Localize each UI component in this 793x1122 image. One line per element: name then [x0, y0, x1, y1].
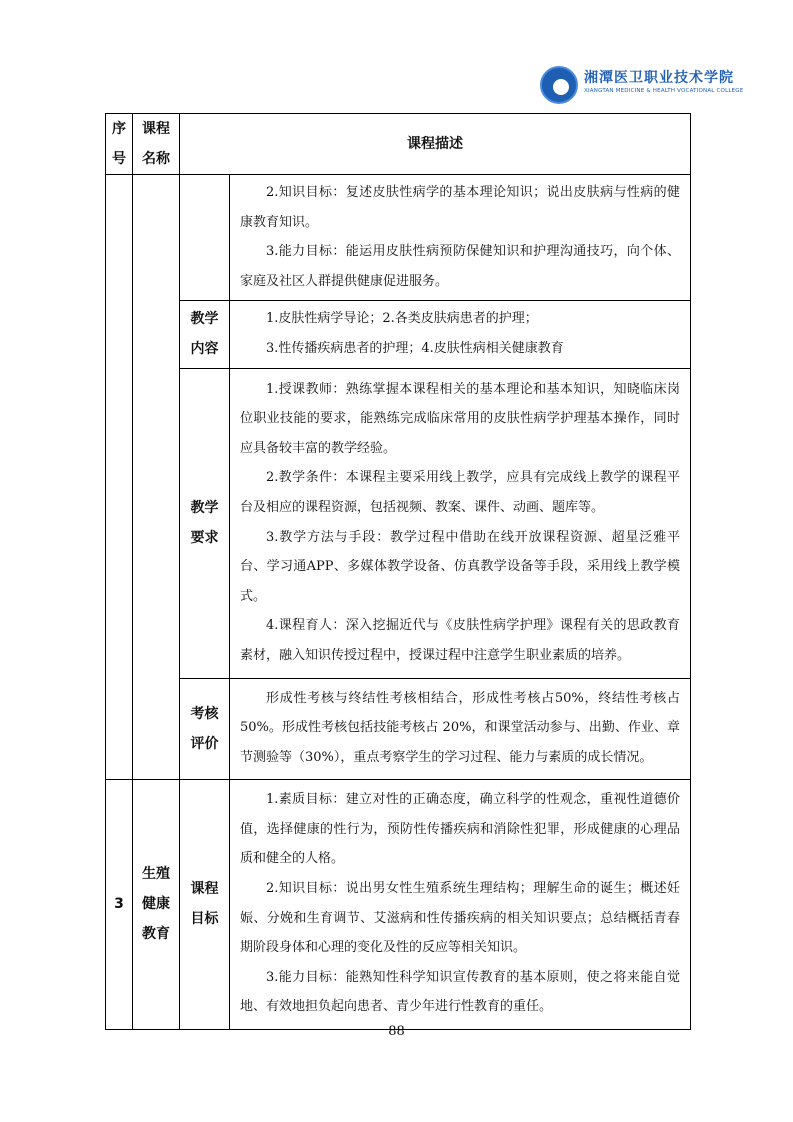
row-goal-continued: [106, 175, 691, 301]
label-course-goal: 课程 目标: [180, 779, 230, 1029]
college-seal-icon: [540, 66, 578, 104]
header-row: [106, 114, 691, 175]
cell-name-continued: [133, 175, 180, 780]
cell-no-continued: [106, 175, 133, 780]
goal-description-continued: 2.知识目标：复述皮肤性病学的基本理论知识；说出皮肤病与性病的健康教育知识。 3.能力目标：能运用皮肤性病预防保健知识和护理沟通技巧，向个体、家庭及社区人群提供健康促进服务。: [230, 175, 691, 301]
course-table: [105, 113, 691, 1030]
header-no: 序 号: [106, 114, 133, 175]
college-logo: [540, 64, 744, 108]
course-3-name: 生殖 健康 教育: [133, 779, 180, 1029]
row-requirements: [106, 368, 691, 678]
requirements-description: 1.授课教师：熟练掌握本课程相关的基本理论和基本知识，知晓临床岗位职业技能的要求，能熟练完成临床常用的皮肤性病学护理基本操作，同时应具备较丰富的教学经验。 2.教学条件：本课程主要采用线上教学，应具有完成线上教学的课程平台及相应的课程资源，包括视频、教案、课件、动画、题库等。 3.教学方法与手段：教学过程中借助在线开放课程资源、超星泛雅平台、学习通APP、多媒体教学设备、仿真教学设备等手段，采用线上教学模式。 4.课程育人：深入挖掘近代与《皮肤性病学护理》课程有关的思政教育素材，融入知识传授过程中，授课过程中注意学生职业素质的培养。: [230, 368, 691, 678]
college-name-en: XIANGTAN MEDICINE & HEALTH VOCATIONAL COLLEGE: [584, 88, 744, 94]
header-desc: 课程描述: [180, 114, 691, 175]
cell-goal-label-continued: [180, 175, 230, 301]
label-requirements: 教学 要求: [180, 368, 230, 678]
row-course-3: [106, 779, 691, 1029]
assessment-description: 形成性考核与终结性考核相结合，形成性考核占50%，终结性考核占50%。形成性考核包括技能考核占 20%，和课堂活动参与、出勤、作业、章节测验等（30%），重点考察学生的学习过程、能力与素质的成长情况。: [230, 678, 691, 779]
course-3-goal-description: 1.素质目标：建立对性的正确态度，确立科学的性观念，重视性道德价值，选择健康的性行为，预防性传播疾病和消除性犯罪，形成健康的心理品质和健全的人格。 2.知识目标：说出男女性生殖系统生理结构；理解生命的诞生；概述妊娠、分娩和生育调节、艾滋病和性传播疾病的相关知识要点；总结概括青春期阶段身体和心理的变化及性的反应等相关知识。 3.能力目标：能熟知性科学知识宣传教育的基本原则，使之将来能自觉地、有效地担负起向患者、青少年进行性教育的重任。: [230, 779, 691, 1029]
header-name: 课程 名称: [133, 114, 180, 175]
label-content: 教学 内容: [180, 301, 230, 368]
college-name-cn: 湘潭医卫职业技术学院: [584, 70, 734, 86]
row-assessment: [106, 678, 691, 779]
course-3-number: 3: [106, 779, 133, 1029]
page-number: 88: [388, 1024, 405, 1039]
label-assessment: 考核 评价: [180, 678, 230, 779]
row-content: [106, 301, 691, 368]
content-description: 1.皮肤性病学导论；2.各类皮肤病患者的护理； 3.性传播疾病患者的护理；4.皮肤性病相关健康教育: [230, 301, 691, 368]
